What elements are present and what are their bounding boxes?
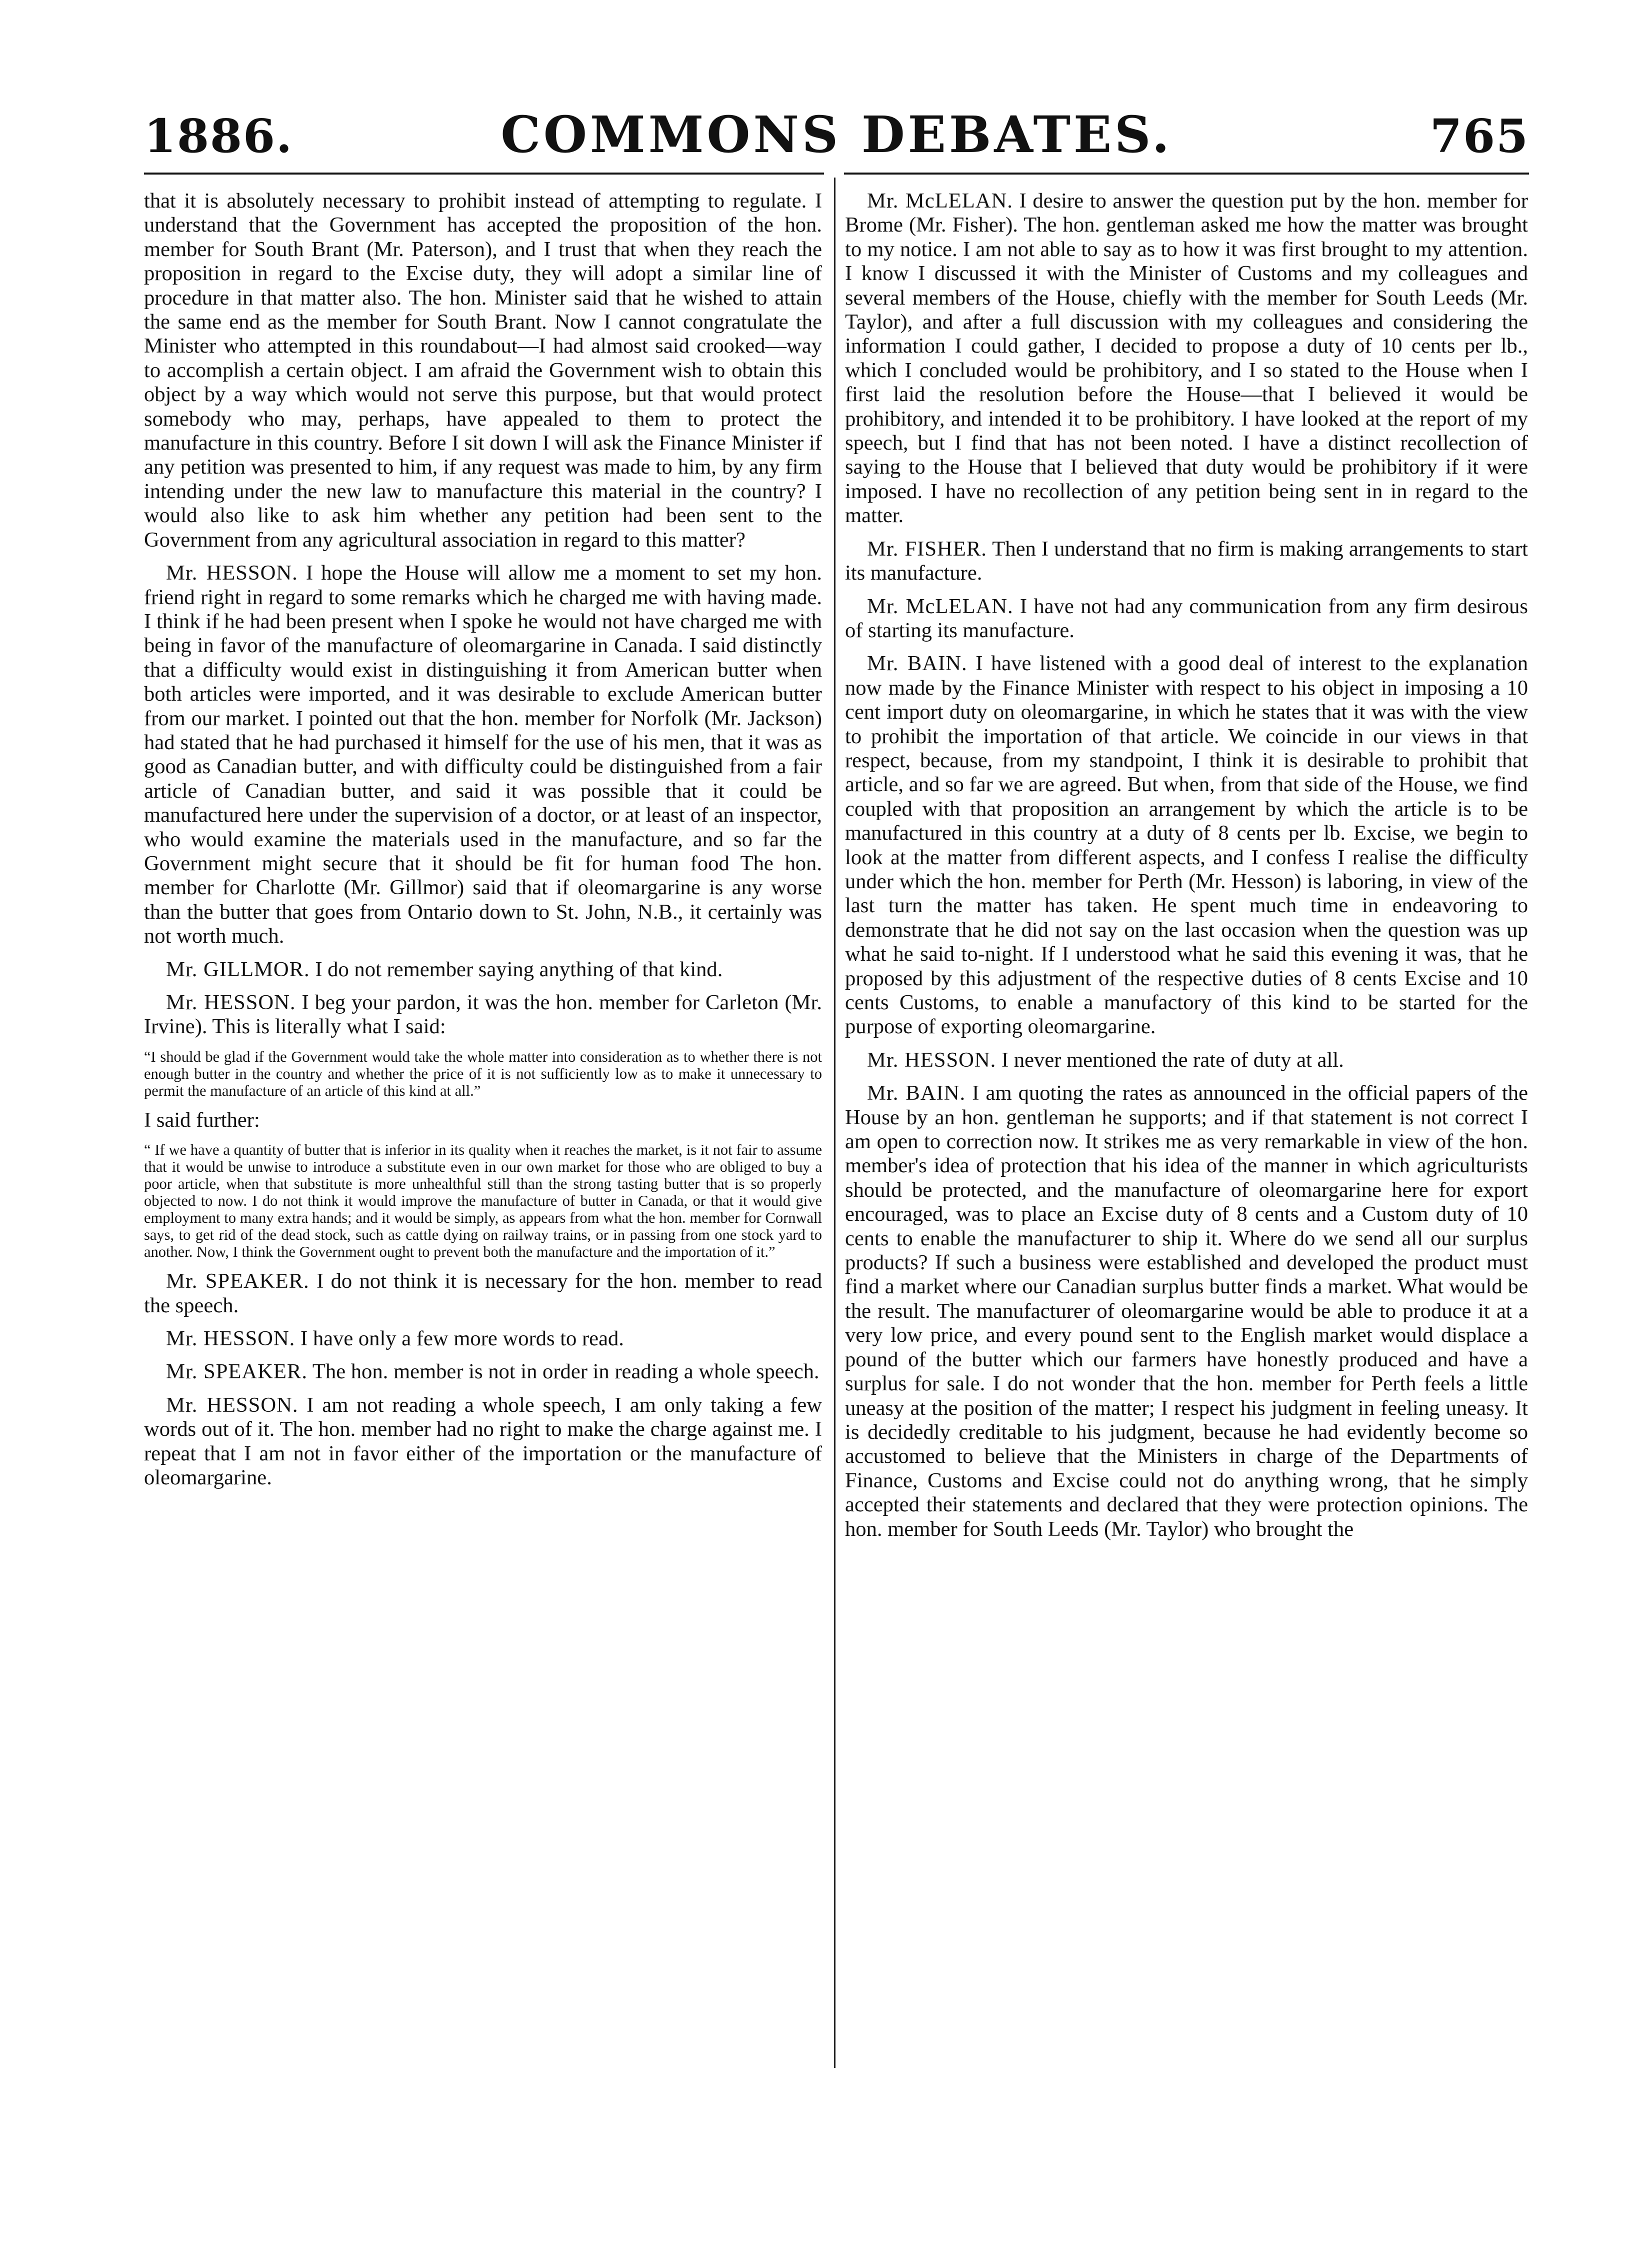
speaker-name: Mr. SPEAKER. (166, 1360, 308, 1384)
header-year: 1886. (144, 109, 294, 163)
header-page-number: 765 (1430, 109, 1529, 163)
speech (144, 991, 822, 1039)
speech (845, 652, 1528, 1039)
speech (845, 595, 1528, 643)
speaker-name: Mr. HESSON. (867, 1048, 996, 1072)
speech (144, 958, 822, 982)
speech (144, 1269, 822, 1318)
speech-text: The hon. member is not in order in reading a whole speech. (312, 1360, 820, 1384)
speaker-name: Mr. FISHER. (867, 537, 987, 561)
speaker-name: Mr. McLELAN. (867, 594, 1014, 618)
speaker-name: Mr. BAIN. (867, 1081, 966, 1105)
speech-text: I am not reading a whole speech, I am only taking a few words out of it. The hon. member had no right to make the charge against me. I repeat that I am not in favor either of the importation or the manufacture of oleomargarine. (144, 1393, 822, 1490)
speech-text: I hope the House will allow me a moment to set my hon. friend right in regard to some remarks which he charged me with having made. I think if he had been present when I spoke he would not have charged me with being in favor of the manufacture of oleomargarine in Canada. I said distinctly that a difficulty would exist in distinguishing it from American butter when both articles were imported, and it was desirable to exclude American butter from our market. I pointed out that the hon. member for Norfolk (Mr. Jackson) had stated that he had purchased it himself for the use of his men, that it was as good as Canadian butter, and with difficulty could be distinguished from a fair article of Canadian butter, and said it was possible that it could be manufactured here under the supervision of a doctor, or at least of an inspector, who would examine the materials used in the manufacture, and so far the Government might secure that it should be fit for human food The hon. member for Charlotte (Mr. Gillmor) said that if oleomargarine is any worse than the butter that goes from Ontario down to St. John, N.B., it certainly was not worth much. (144, 561, 822, 948)
speech (144, 561, 822, 949)
speech (845, 189, 1528, 528)
paragraph: I said further: (144, 1108, 260, 1132)
column-separator (834, 178, 836, 2068)
page-header (144, 105, 1529, 175)
speaker-name: Mr. GILLMOR. (166, 957, 310, 981)
speech (144, 1327, 822, 1351)
quotation: “ If we have a quantity of butter that is inferior in its quality when it reaches the market, is it not fair to assume that it would be unwise to introduce a substitute even in our own market for those who are obliged to buy a poor article, when that substitute is more unhealthful still than the strong tasting butter that is so properly objected to now. I do not think it would improve the manufacture of butter in Canada, or that it would give employment to many extra hands; and it would be simply, as appears from what the hon. member for Cornwall says, to get rid of the dead stock, such as cattle dying on railway trains, or in passing from one stock yard to another. Now, I think the Government ought to prevent both the manufacture and the importation of it.” (144, 1141, 822, 1261)
speech-text: I never mentioned the rate of duty at all. (1001, 1048, 1344, 1072)
speech-text: I do not remember saying anything of that kind. (315, 957, 723, 981)
paragraph (144, 189, 822, 552)
quotation: “I should be glad if the Government would take the whole matter into consideration as to whether there is not enough butter in the country and whether the price of it is not sufficiently low as to make it unnecessary to permit the manufacture of an article of this kind at all.” (144, 1048, 822, 1099)
header-rule-right (844, 173, 1529, 175)
left-column (144, 189, 822, 1499)
speech-text: I beg your pardon, it was the hon. member for Carleton (Mr. Irvine). This is literally what I said: (144, 991, 822, 1039)
speaker-name: Mr. McLELAN. (867, 189, 1013, 213)
paragraph-text: that it is absolutely necessary to prohibit instead of attempting to regulate. I understand that the Government has accepted the proposition of the hon. member for South Brant (Mr. Paterson), and I trust that when they reach the proposition in regard to the Excise duty, they will adopt a similar line of procedure in that matter also. The hon. Minister said that he wished to attain the same end as the member for South Brant. Now I cannot congratulate the Minister who attempted in this roundabout—I had almost said crooked—way to accomplish a certain object. I am afraid the Government wish to obtain this object by a way which would not serve this purpose, but that would protect somebody who may, perhaps, have appealed to them to protect the manufacture in this country. Before I sit down I will ask the Finance Minister if any petition was presented to him, if any request was made to him, by any firm intending under the new law to manufacture this material in the country? I would also like to ask him whether any petition had been sent to the Government from any agricultural association in regard to this matter? (144, 189, 822, 552)
speech-text: Then I understand that no firm is making arrangements to start its manufacture. (845, 537, 1528, 585)
speech (845, 1081, 1528, 1541)
speech (845, 537, 1528, 586)
speech-text: I desire to answer the question put by the hon. member for Brome (Mr. Fisher). The hon. gentleman asked me how the matter was brought to my notice. I am not able to say as to how it was first brought to my attention. I know I discussed it with the Minister of Customs and my colleagues and several members of the House, chiefly with the member for South Leeds (Mr. Taylor), and after a full discussion with my colleagues and considering the information I could gather, I decided to propose a duty of 10 cents per lb., which I concluded would be prohibitory, and I so stated to the House when I first laid the resolution before the House—that I believed it would be prohibitory, and intended it to be prohibitory. I have looked at the report of my speech, but I find that has not been noted. I have a distinct recollection of saying to the House that I believed that duty would be prohibitory if it were imposed. I have no recollection of any petition being sent in in regard to the matter. (845, 189, 1528, 528)
speaker-name: Mr. HESSON. (166, 1327, 296, 1351)
header-title: COMMONS DEBATES. (500, 105, 1172, 164)
speech (845, 1048, 1528, 1072)
speech (144, 1360, 822, 1384)
speech-text: I am quoting the rates as announced in the official papers of the House by an hon. gentleman he supports; and if that statement is not correct I am open to correction now. It strikes me as very remarkable in view of the hon. member's idea of protection that his idea of the manner in which agriculturists should be protected, and the manufacture of oleomargarine here for export encouraged, was to place an Excise duty of 8 cents and a Custom duty of 10 cents to enable the manufacturer to ship it. Where do we send all our surplus products? If such a business were established and developed the product must find a market where our Canadian surplus butter finds a market. What would be the result. The manufacturer of oleomargarine would be able to produce it at a very low price, and every pound sent to the English market would displace a pound of the butter which our farmers have honestly produced and have a surplus for sale. I do not wonder that the hon. member for Perth feels a little uneasy at the position of the matter; I respect his judgment in feeling uneasy. It is decidedly creditable to his judgment, because he had evidently become so accustomed to believe that the Ministers in charge of the Departments of Finance, Customs and Excise could not do anything wrong, that he simply accepted their statements and declared that they were protection opinions. The hon. member for South Leeds (Mr. Taylor) who brought the (845, 1081, 1528, 1541)
speaker-name: Mr. SPEAKER. (166, 1269, 310, 1293)
speaker-name: Mr. BAIN. (867, 652, 968, 676)
speech-text: I have only a few more words to read. (300, 1327, 624, 1351)
speech-text: I do not think it is necessary for the hon. member to read the speech. (144, 1269, 822, 1317)
speech-text: I have listened with a good deal of interest to the explanation now made by the Finance Minister with respect to his object in imposing a 10 cent import duty on oleomargarine, in which he states that it was with the view to prohibit the importation of that article. We coincide in our views in that respect, because, from my standpoint, I think it is desirable to prohibit that article, and so far we are agreed. But when, from that side of the House, we find coupled with that proposition an arrangement by which the article is to be manufactured in this country at a duty of 8 cents per lb. Excise, we begin to look at the matter from different aspects, and I confess I realise the difficulty under which the hon. member for Perth (Mr. Hesson) is laboring, in view of the last turn the matter has taken. He spent much time in endeavoring to demonstrate that he did not say on the last occasion when the question was up what he said to-night. If I understood what he said this evening it was, that he proposed by this adjustment of the respective duties of 8 cents Excise and 10 cents Customs, to enable a manufactory of this kind to be started for the purpose of exporting oleomargarine. (845, 652, 1528, 1039)
speech-text: I have not had any communication from any firm desirous of starting its manufacture. (845, 594, 1528, 642)
header-rule-left (144, 173, 824, 175)
right-column (845, 189, 1528, 1550)
speaker-name: Mr. HESSON. (166, 991, 296, 1014)
speaker-name: Mr. HESSON. (166, 561, 298, 585)
speech (144, 1393, 822, 1490)
speaker-name: Mr. HESSON. (166, 1393, 298, 1417)
